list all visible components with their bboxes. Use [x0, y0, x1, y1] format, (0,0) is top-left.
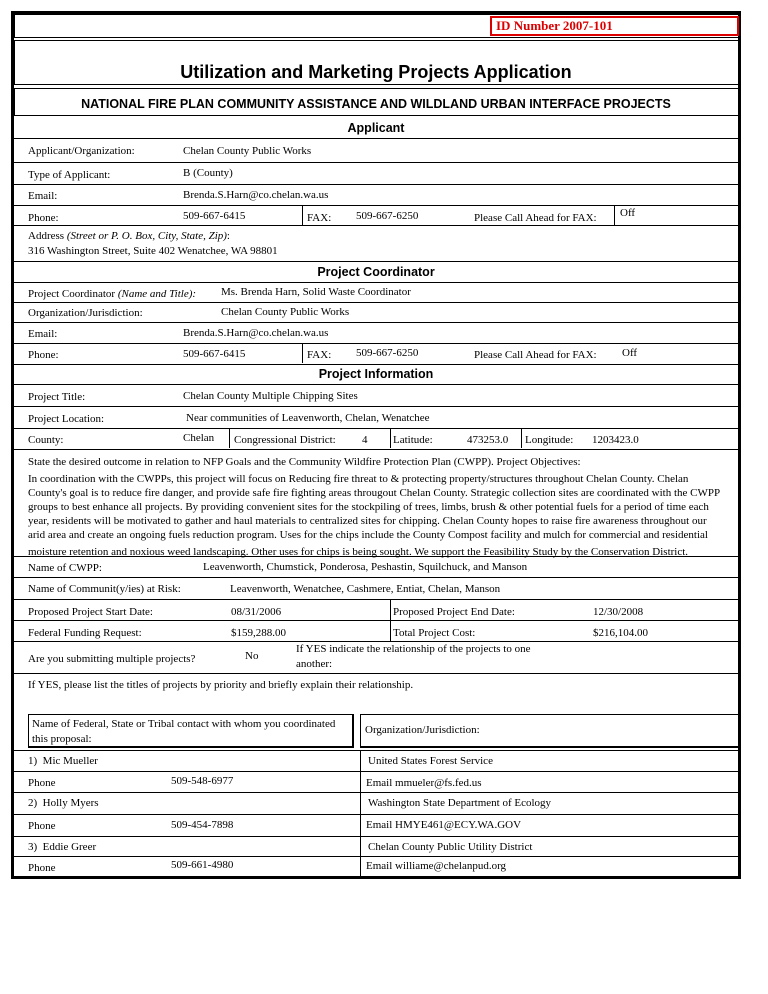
end-date-value: 12/30/2008: [593, 606, 644, 618]
project-location-label: Project Location:: [28, 413, 105, 425]
end-date-label: Proposed Project End Date:: [393, 606, 515, 618]
objectives-line: County's goal is to reduce fire danger, and provide safe fire fighting areas througout Chelan County. Strategic collection sites are coordinated with the CWPP: [28, 487, 721, 499]
applicant-email-value: Brenda.S.Harn@co.chelan.wa.us: [183, 189, 329, 201]
page-subtitle: NATIONAL FIRE PLAN COMMUNITY ASSISTANCE AND WILDLAND URBAN INTERFACE PROJECTS: [81, 97, 671, 111]
divider: [14, 750, 738, 751]
titles-prompt: If YES, please list the titles of projects by priority and briefly explain their relationship.: [28, 679, 414, 691]
divider: [14, 856, 738, 857]
divider: [14, 406, 738, 407]
applicant-fax-value: 509-667-6250: [356, 210, 419, 222]
contact-3-name: 3) Eddie Greer: [28, 841, 97, 853]
objectives-line: In coordination with the CWPPs, this project will focus on Reducing fire threat to & protecting property/structures throughout Chelan County. Chelan: [28, 473, 689, 485]
divider: [14, 138, 738, 139]
contact-1-email: Email mmueler@fs.fed.us: [366, 777, 482, 789]
coordinator-name-label: Project Coordinator (Name and Title):: [28, 288, 197, 300]
contact-3-phone: 509-661-4980: [171, 859, 234, 871]
contact-name-header-line: this proposal:: [32, 733, 92, 745]
coordinator-email-value: Brenda.S.Harn@co.chelan.wa.us: [183, 327, 329, 339]
multiple-projects-value: No: [245, 650, 259, 662]
contact-2-org: Washington State Department of Ecology: [368, 797, 552, 809]
communities-value: Leavenworth, Wenatchee, Cashmere, Entiat, Chelan, Manson: [230, 583, 501, 595]
cwpp-label: Name of CWPP:: [28, 562, 102, 574]
coordinator-phone-value: 509-667-6415: [183, 348, 246, 360]
coordinator-phone-label: Phone:: [28, 349, 59, 361]
applicant-email-label: Email:: [28, 190, 58, 202]
divider: [229, 428, 230, 448]
applicant-type-value: B (County): [183, 167, 233, 179]
contact-1-name: 1) Mic Mueller: [28, 755, 98, 767]
coordinator-email-label: Email:: [28, 328, 58, 340]
relationship-prompt-cont: another:: [296, 658, 333, 670]
contact-org-header: Organization/Jurisdiction:: [360, 714, 740, 748]
divider: [14, 302, 738, 303]
contact-1-phone-label: Phone: [28, 777, 56, 789]
divider: [14, 599, 738, 600]
applicant-fax-label: FAX:: [307, 212, 332, 224]
congressional-district-label: Congressional District:: [234, 434, 336, 446]
coordinator-call-ahead-value: Off: [622, 347, 638, 359]
page-title: Utilization and Marketing Projects Application: [180, 62, 572, 82]
applicant-call-ahead-label: Please Call Ahead for FAX:: [474, 212, 597, 224]
contact-2-name: 2) Holly Myers: [28, 797, 99, 809]
divider: [14, 673, 738, 674]
divider: [14, 343, 738, 344]
divider: [14, 792, 738, 793]
divider: [14, 620, 738, 621]
total-cost-value: $216,104.00: [593, 627, 648, 639]
divider: [14, 322, 738, 323]
congressional-district-value: 4: [362, 434, 368, 446]
divider: [390, 599, 391, 620]
contact-2-phone-label: Phone: [28, 820, 56, 832]
applicant-phone-value: 509-667-6415: [183, 210, 246, 222]
divider: [14, 836, 738, 837]
divider: [14, 384, 738, 385]
divider: [14, 814, 738, 815]
contact-name-header-line: Name of Federal, State or Tribal contact with whom you coordinated: [32, 718, 336, 730]
divider: [14, 771, 738, 772]
objectives-line: arid area and create an ongoing fuels reduction program. Uses for the chips include the County Compost facility and mulch for commercial and residential: [28, 529, 708, 541]
divider: [14, 556, 738, 557]
coordinator-name-value: Ms. Brenda Harn, Solid Waste Coordinator: [221, 286, 411, 298]
divider: [14, 282, 738, 283]
divider: [14, 577, 738, 578]
start-date-label: Proposed Project Start Date:: [28, 606, 153, 618]
divider: [521, 428, 522, 448]
contact-2-email: Email HMYE461@ECY.WA.GOV: [366, 819, 522, 831]
communities-label: Name of Communit(y/ies) at Risk:: [28, 583, 181, 595]
applicant-address-label: Address (Street or P. O. Box, City, State, Zip):: [28, 230, 230, 242]
contact-3-org: Chelan County Public Utility District: [368, 841, 533, 853]
coordinator-org-value: Chelan County Public Works: [221, 306, 350, 318]
contact-3-phone-label: Phone: [28, 862, 56, 874]
objectives-line: year, residents will be motivated to gather and haul materials to centralized sites for chipping. Chelan County hopes to raise fire awareness throughout our: [28, 515, 707, 527]
objectives-line: moisture retention and noxious weed landscaping. Other uses for chips is being sought. We support the Feasibility Study by the Conservation District.: [28, 546, 689, 558]
divider: [14, 641, 738, 642]
divider: [302, 343, 303, 363]
divider: [14, 205, 738, 206]
total-cost-label: Total Project Cost:: [393, 627, 476, 639]
divider: [302, 205, 303, 225]
applicant-address-value: 316 Washington Street, Suite 402 Wenatchee, WA 98801: [28, 245, 278, 257]
contact-1-org: United States Forest Service: [368, 755, 493, 767]
applicant-phone-label: Phone:: [28, 212, 59, 224]
contact-1-phone: 509-548-6977: [171, 775, 234, 787]
applicant-type-label: Type of Applicant:: [28, 169, 111, 181]
contact-name-header: [28, 714, 354, 748]
project-title-label: Project Title:: [28, 391, 86, 403]
multiple-projects-label: Are you submitting multiple projects?: [28, 653, 196, 665]
divider: [14, 428, 738, 429]
funding-request-label: Federal Funding Request:: [28, 627, 142, 639]
applicant-call-ahead-value: Off: [620, 207, 636, 219]
latitude-label: Latitude:: [393, 434, 433, 446]
project-location-value: Near communities of Leavenworth, Chelan, Wenatchee: [186, 412, 430, 424]
outcome-prompt: State the desired outcome in relation to NFP Goals and the Community Wildfire Protection Plan (CWPP). Project Objectives:: [28, 456, 581, 468]
divider: [14, 449, 738, 450]
cwpp-value: Leavenworth, Chumstick, Ponderosa, Peshastin, Squilchuck, and Manson: [203, 561, 528, 573]
divider: [14, 261, 738, 262]
divider: [390, 620, 391, 641]
project-objectives: [28, 472, 738, 559]
divider: [14, 162, 738, 163]
longitude-value: 1203423.0: [592, 434, 639, 446]
coordinator-call-ahead-label: Please Call Ahead for FAX:: [474, 349, 597, 361]
latitude-value: 473253.0: [467, 434, 509, 446]
divider: [14, 364, 738, 365]
divider: [390, 428, 391, 448]
coordinator-org-label: Organization/Jurisdiction:: [28, 307, 143, 319]
section-applicant: Applicant: [347, 121, 405, 135]
project-title-value: Chelan County Multiple Chipping Sites: [183, 390, 358, 402]
divider: [14, 225, 738, 226]
objectives-line: groups to best enhance all projects. By providing convenient sites for the stockpiling of trees, limbs, brush & other potential fuels for a period of time each: [28, 501, 709, 513]
county-label: County:: [28, 434, 64, 446]
section-project-information: Project Information: [318, 367, 434, 381]
id-number: ID Number 2007-101: [490, 16, 739, 36]
relationship-prompt: If YES indicate the relationship of the projects to one: [296, 643, 531, 655]
county-value: Chelan: [183, 432, 215, 444]
coordinator-fax-label: FAX:: [307, 349, 332, 361]
applicant-org-value: Chelan County Public Works: [183, 145, 312, 157]
start-date-value: 08/31/2006: [231, 606, 282, 618]
contact-3-email: Email williame@chelanpud.org: [366, 860, 507, 872]
divider: [614, 205, 615, 225]
longitude-label: Longitude:: [525, 434, 574, 446]
applicant-org-label: Applicant/Organization:: [28, 145, 135, 157]
divider: [14, 184, 738, 185]
contact-2-phone: 509-454-7898: [171, 819, 234, 831]
funding-request-value: $159,288.00: [231, 627, 286, 639]
coordinator-fax-value: 509-667-6250: [356, 347, 419, 359]
section-coordinator: Project Coordinator: [317, 265, 435, 279]
